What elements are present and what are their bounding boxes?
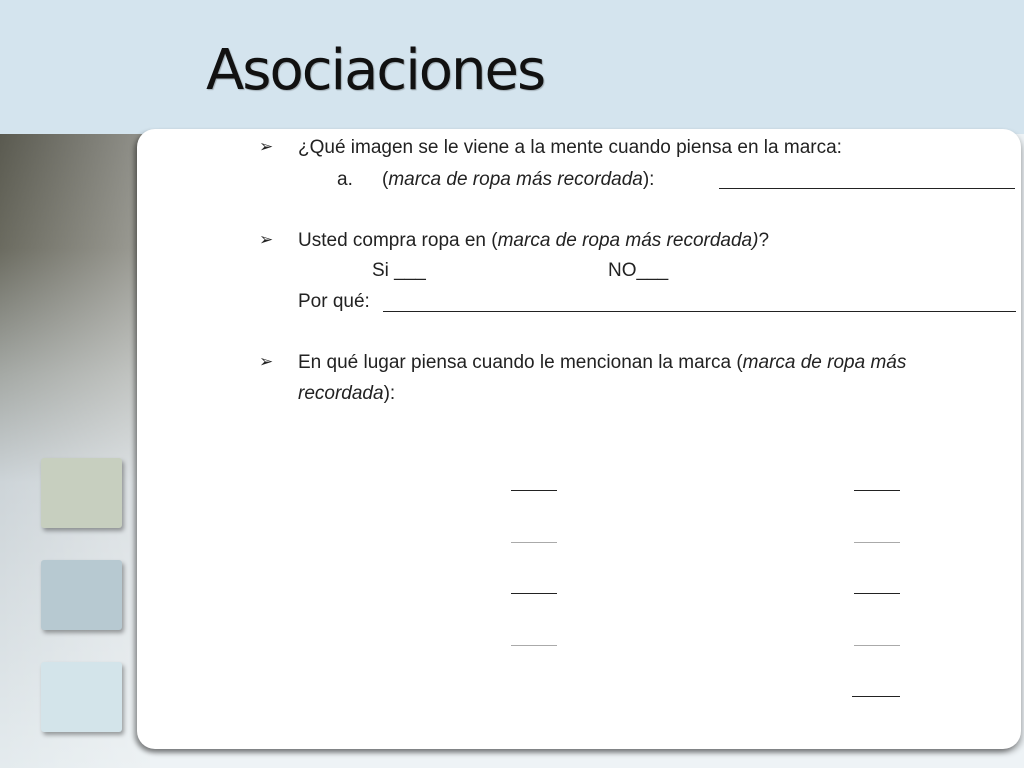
question-1-sub-italic: marca de ropa más recordada <box>388 169 643 190</box>
decorative-square-green <box>41 458 122 528</box>
question-2-italic: marca de ropa más recordada) <box>497 230 759 251</box>
answer-line-oficina[interactable] <box>511 490 557 491</box>
question-2-start: Usted compra ropa en ( <box>298 230 498 251</box>
answer-line-discoteca[interactable] <box>511 645 557 646</box>
no-option[interactable]: NO___ <box>608 260 669 281</box>
why-label: Por qué: <box>298 291 370 312</box>
content-panel <box>137 129 1021 749</box>
question-1-sub-open: ( <box>382 169 389 190</box>
decorative-square-blue <box>41 560 122 630</box>
answer-line-restaurante[interactable] <box>854 645 900 646</box>
question-3-line-1-italic: marca de ropa más <box>742 352 907 373</box>
question-3-line-1 <box>298 352 906 374</box>
question-3-line-2 <box>298 383 395 405</box>
answer-line-parque[interactable] <box>511 593 557 594</box>
yes-option[interactable]: Si ___ <box>372 260 426 281</box>
bullet-arrow-icon: ➢ <box>259 230 274 249</box>
question-1-sub-letter: a. <box>337 169 353 190</box>
answer-line-otro[interactable] <box>852 696 900 697</box>
question-2-end: ? <box>758 230 770 251</box>
question-1-sub-close: ): <box>642 169 655 190</box>
bullet-arrow-icon: ➢ <box>259 137 274 156</box>
decorative-square-lightblue <box>41 662 122 732</box>
question-3-line-2-italic: recordada <box>298 383 384 404</box>
answer-line-q1[interactable] <box>719 188 1015 189</box>
question-2-text <box>298 230 769 252</box>
answer-line-universidad[interactable] <box>854 490 900 491</box>
question-1-text: ¿Qué imagen se le viene a la mente cuando piensa en la marca: <box>298 137 842 158</box>
bullet-arrow-icon: ➢ <box>259 352 274 371</box>
question-3-line-1-start: En qué lugar piensa cuando le mencionan la marca ( <box>298 352 743 373</box>
answer-line-why[interactable] <box>383 311 1016 312</box>
answer-line-playa[interactable] <box>511 542 557 543</box>
slide-title: Asociaciones <box>206 38 545 103</box>
question-3-line-2-end: ): <box>383 383 396 404</box>
question-1-sub <box>382 169 654 191</box>
answer-line-estadio[interactable] <box>854 593 900 594</box>
answer-line-montana-campo[interactable] <box>854 542 900 543</box>
